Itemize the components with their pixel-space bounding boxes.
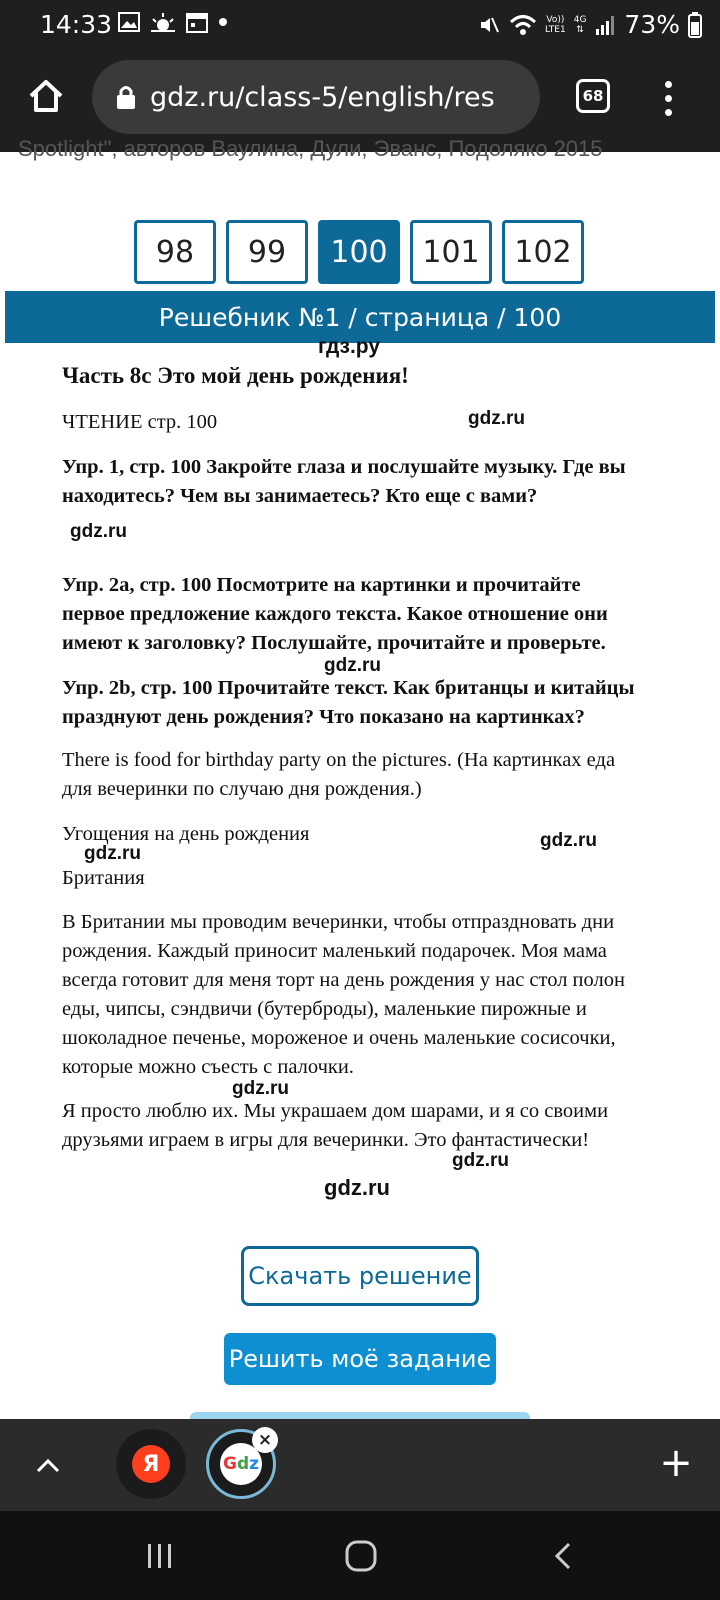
- watermark: gdz.ru: [70, 521, 127, 542]
- watermark: гдз.ру: [318, 335, 381, 358]
- text-line: еды, чипсы, сэндвичи (бутерброды), маленькие пирожные и: [62, 998, 587, 1020]
- yandex-icon: Я: [132, 1445, 170, 1483]
- wifi-icon: [509, 13, 537, 37]
- text-line: В Британии мы проводим вечеринки, чтобы отпраздновать дни: [62, 911, 615, 933]
- cut-off-subtitle: Spotlight", авторов Ваулина, Дули, Эванс, Подоляко 2015: [18, 136, 603, 161]
- watermark: gdz.ru: [324, 1175, 390, 1200]
- volte-label: Vo)) LTE1: [545, 14, 566, 35]
- text-country: Британия: [62, 867, 145, 889]
- text-line: которые можно съесть с палочки.: [62, 1056, 354, 1078]
- weather-icon: [150, 11, 176, 33]
- page-link-current[interactable]: 100: [318, 220, 400, 284]
- network-type: 4G ⇅: [573, 14, 587, 35]
- mute-icon: [477, 13, 501, 37]
- chevron-up-icon: [34, 1455, 62, 1475]
- home-circle-icon: [344, 1539, 378, 1573]
- battery-icon: [688, 12, 702, 38]
- exercise-line: Упр. 2b, стр. 100 Прочитайте текст. Как британцы и китайцы: [62, 677, 635, 699]
- recents-icon: [144, 1541, 176, 1571]
- solution-header: Решебник №1 / страница / 100: [5, 291, 715, 343]
- text-subtitle: Угощения на день рождения: [62, 823, 310, 845]
- tab-switcher-button[interactable]: 68: [576, 79, 610, 113]
- tab-yandex[interactable]: [116, 1429, 186, 1499]
- signal-icon: [594, 14, 616, 36]
- scan-title: Часть 8с Это мой день рождения!: [62, 363, 409, 388]
- page-link[interactable]: 98: [134, 220, 216, 284]
- expand-tabs-button[interactable]: [28, 1445, 68, 1485]
- page-link[interactable]: 99: [226, 220, 308, 284]
- battery-percent: 73%: [624, 10, 680, 39]
- exercise-line: Упр. 1, стр. 100 Закройте глаза и послушайте музыку. Где вы: [62, 456, 626, 478]
- overflow-menu-button[interactable]: [655, 74, 681, 122]
- system-icons: [477, 10, 702, 39]
- bottom-tab-bar: [0, 1419, 720, 1511]
- address-bar[interactable]: [92, 60, 540, 134]
- solve-task-button[interactable]: Решить моё задание: [224, 1333, 496, 1385]
- answer-line: для вечеринки по случаю дня рождения.): [62, 778, 422, 800]
- scan-section-label: ЧТЕНИЕ стр. 100: [62, 411, 218, 433]
- new-tab-button[interactable]: +: [659, 1440, 693, 1486]
- home-nav-button[interactable]: [336, 1531, 386, 1581]
- recent-apps-button[interactable]: [135, 1531, 185, 1581]
- page-link[interactable]: 102: [502, 220, 584, 284]
- watermark: gdz.ru: [540, 830, 597, 851]
- answer-line: There is food for birthday party on the pictures. (На картинках еда: [62, 749, 616, 771]
- lock-icon: [116, 84, 136, 110]
- watermark: gdz.ru: [324, 655, 381, 676]
- page-link[interactable]: 101: [410, 220, 492, 284]
- status-bar: [0, 0, 720, 48]
- solution-scan-image: [0, 335, 720, 1223]
- watermark: gdz.ru: [232, 1078, 289, 1099]
- dot-icon: [665, 95, 672, 102]
- text-line: всегда готовит для меня торт на день рождения у нас стол полон: [62, 969, 625, 991]
- exercise-line: первое предложение каждого текста. Какое отношение они: [62, 603, 608, 625]
- text-line: Я просто люблю их. Мы украшаем дом шарами, и я со своими: [62, 1100, 609, 1122]
- download-solution-button[interactable]: Скачать решение: [241, 1246, 479, 1306]
- exercise-line: имеют к заголовку? Послушайте, прочитайте и проверьте.: [62, 632, 606, 654]
- system-navigation-bar: [0, 1511, 720, 1600]
- gdz-favicon-icon: G d z: [220, 1443, 262, 1485]
- page-pagination: [134, 220, 584, 284]
- watermark: gdz.ru: [84, 843, 141, 864]
- dot-icon: [665, 109, 672, 116]
- home-icon: [26, 76, 66, 116]
- text-line: шоколадное печенье, мороженое и очень маленькие сосисочки,: [62, 1027, 616, 1049]
- url-text: gdz.ru/class-5/english/res: [150, 81, 495, 113]
- exercise-line: празднуют день рождения? Что показано на картинках?: [62, 706, 585, 728]
- notification-icons: [118, 11, 228, 33]
- gallery-icon: [118, 12, 140, 32]
- back-button[interactable]: [538, 1531, 588, 1581]
- dot-icon: [218, 17, 228, 27]
- calendar-icon: [186, 11, 208, 33]
- text-line: друзьями играем в игры для вечеринки. Это фантастически!: [62, 1129, 590, 1151]
- exercise-line: Упр. 2а, стр. 100 Посмотрите на картинки и прочитайте: [62, 574, 581, 596]
- text-line: рождения. Каждый приносит маленький подарочек. Моя мама: [62, 940, 607, 962]
- watermark: gdz.ru: [452, 1150, 509, 1171]
- close-tab-button[interactable]: ×: [252, 1427, 278, 1453]
- exercise-line: находитесь? Чем вы занимаетесь? Кто еще с вами?: [62, 485, 538, 507]
- home-button[interactable]: [20, 70, 72, 122]
- watermark: gdz.ru: [468, 408, 525, 429]
- dot-icon: [665, 81, 672, 88]
- back-icon: [551, 1540, 575, 1572]
- clock: 14:33: [40, 10, 113, 39]
